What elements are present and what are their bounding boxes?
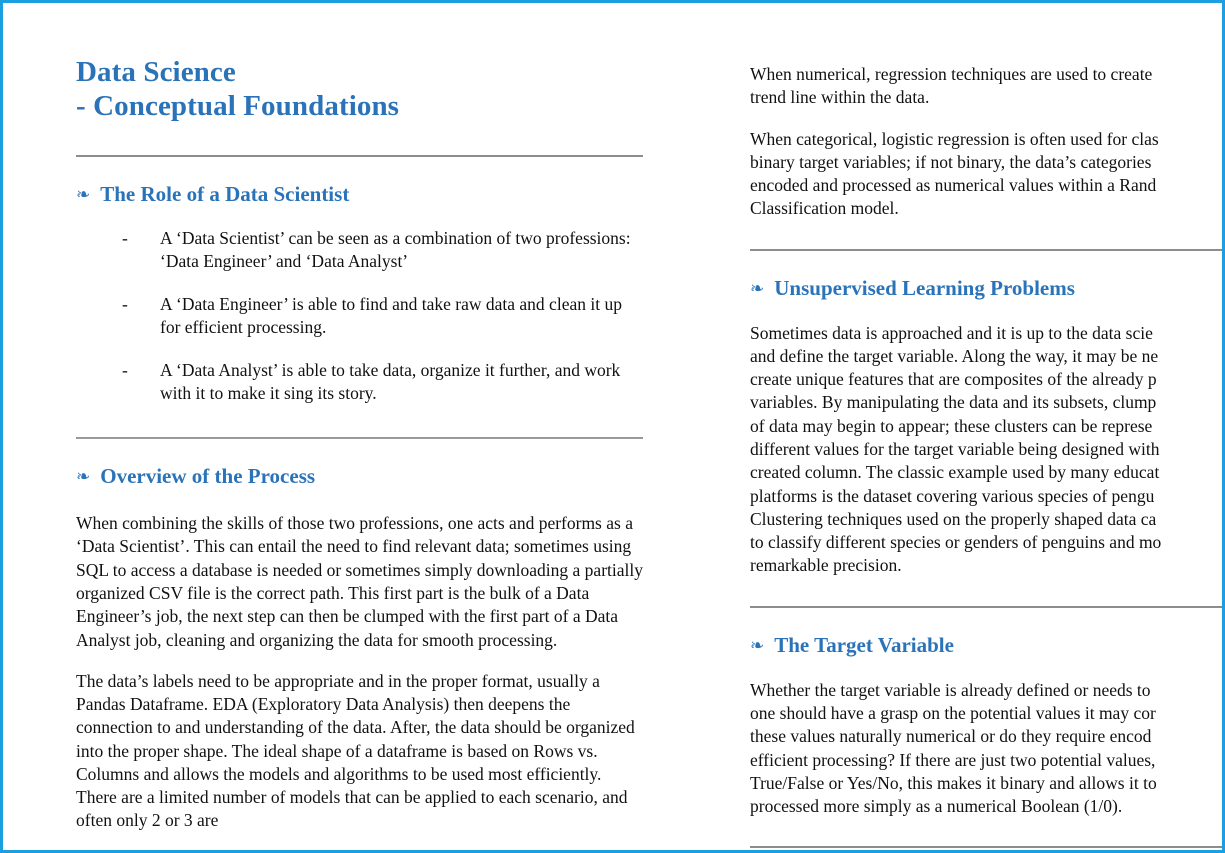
text-line: binary target variables; if not binary, the data’s categories	[750, 151, 1152, 172]
text-line: encoded and processed as numerical values within a Rand	[750, 175, 1157, 196]
paragraph: When combining the skills of those two professions, one acts and performs as a ‘Data Scientist’. This can entail the need to find relevant data; sometimes using SQL to access a database is needed or sometimes simply downloading a partially organized CSV file is the correct path. This first part is the bulk of a Data Engineer’s job, the next step can then be clumped with the first part of a Data Analyst job, cleaning and organizing the data for smooth processing.	[76, 513, 643, 650]
paragraph	[750, 679, 1222, 819]
text-line: one should have a grasp on the potential values it may cor	[750, 702, 1156, 723]
section-title-text: The Target Variable	[774, 632, 954, 657]
text-line: variables. By manipulating the data and its subsets, clump	[750, 392, 1157, 413]
section-heading-role-of-data-scientist	[76, 183, 643, 206]
list-item-text: A ‘Data Analyst’ is able to take data, organize it further, and work with it to make it sing its story.	[160, 359, 621, 403]
list-item-text: A ‘Data Scientist’ can be seen as a combination of two professions: ‘Data Engineer’ and ‘Data Analyst’	[160, 227, 631, 271]
section-divider-3	[750, 606, 1222, 608]
text-line: trend line within the data.	[750, 87, 930, 108]
text-line: When categorical, logistic regression is often used for clas	[750, 128, 1159, 149]
title-line-2: - Conceptual Foundations	[76, 90, 400, 123]
section-title-text: The Role of a Data Scientist	[100, 182, 350, 207]
section-title-text: Unsupervised Learning Problems	[774, 275, 1075, 300]
text-line: and define the target variable. Along the way, it may be ne	[750, 345, 1159, 366]
paragraph-spacer	[750, 110, 1222, 128]
role-of-data-scientist-list	[76, 227, 643, 406]
list-item	[122, 293, 643, 339]
fleuron-icon: ❧	[750, 635, 765, 655]
text-line: of data may begin to appear; these clusters can be represe	[750, 415, 1153, 436]
list-item	[122, 227, 643, 273]
list-dash: -	[122, 227, 128, 248]
section-divider-2	[750, 249, 1222, 251]
text-line: Clustering techniques used on the properly shaped data ca	[750, 508, 1157, 529]
paragraph	[750, 63, 1222, 110]
text-line: remarkable precision.	[750, 555, 902, 576]
fleuron-icon: ❧	[76, 467, 91, 487]
list-item-text: A ‘Data Engineer’ is able to find and take raw data and clean it up for efficient processing.	[160, 293, 622, 337]
text-line: Whether the target variable is already defined or needs to	[750, 679, 1151, 700]
list-dash: -	[122, 359, 128, 380]
section-title-text: Overview of the Process	[100, 464, 316, 489]
two-column-layout	[3, 3, 1222, 850]
text-line: platforms is the dataset covering various species of pengu	[750, 485, 1155, 506]
page-title	[76, 55, 643, 123]
text-line: When numerical, regression techniques are used to create	[750, 64, 1153, 84]
text-line: to classify different species or genders of penguins and mo	[750, 532, 1162, 553]
text-line: efficient processing? If there are just two potential values,	[750, 749, 1156, 770]
section-divider-1	[76, 437, 643, 439]
right-column	[703, 3, 1222, 850]
fleuron-icon: ❧	[750, 278, 765, 298]
list-dash: -	[122, 293, 128, 314]
text-line: these values naturally numerical or do they require encod	[750, 726, 1152, 747]
text-line: Sometimes data is approached and it is up to the data scie	[750, 322, 1153, 343]
section-divider-4	[750, 846, 1222, 848]
left-column	[3, 3, 703, 850]
section-heading-overview-of-the-process	[76, 465, 643, 488]
paragraph	[750, 322, 1222, 578]
section-heading-unsupervised-learning-problems	[750, 277, 1222, 300]
paragraph: The data’s labels need to be appropriate and in the proper format, usually a Pandas Dataframe. EDA (Exploratory Data Analysis) then deepens the connection to and understanding of the data. After, the data should be organized into the proper shape. The ideal shape of a dataframe is based on Rows vs. Columns and allows the models and algorithms to be used most efficiently. There are a limited number of models that can be applied to each scenario, and often only 2 or 3 are	[76, 670, 635, 831]
title-line-1: Data Science	[76, 56, 236, 88]
paragraph	[750, 128, 1222, 221]
list-item	[122, 359, 643, 405]
text-line: create unique features that are composites of the already p	[750, 369, 1157, 390]
text-line: Classification model.	[750, 198, 899, 219]
title-divider	[76, 155, 643, 157]
fleuron-icon: ❧	[76, 185, 91, 205]
text-line: different values for the target variable being designed with	[750, 439, 1160, 460]
text-line: processed more simply as a numerical Boolean (1/0).	[750, 796, 1123, 817]
text-line: True/False or Yes/No, this makes it binary and allows it to	[750, 772, 1157, 793]
section-heading-the-target-variable	[750, 634, 1222, 657]
text-line: created column. The classic example used by many educat	[750, 462, 1160, 483]
